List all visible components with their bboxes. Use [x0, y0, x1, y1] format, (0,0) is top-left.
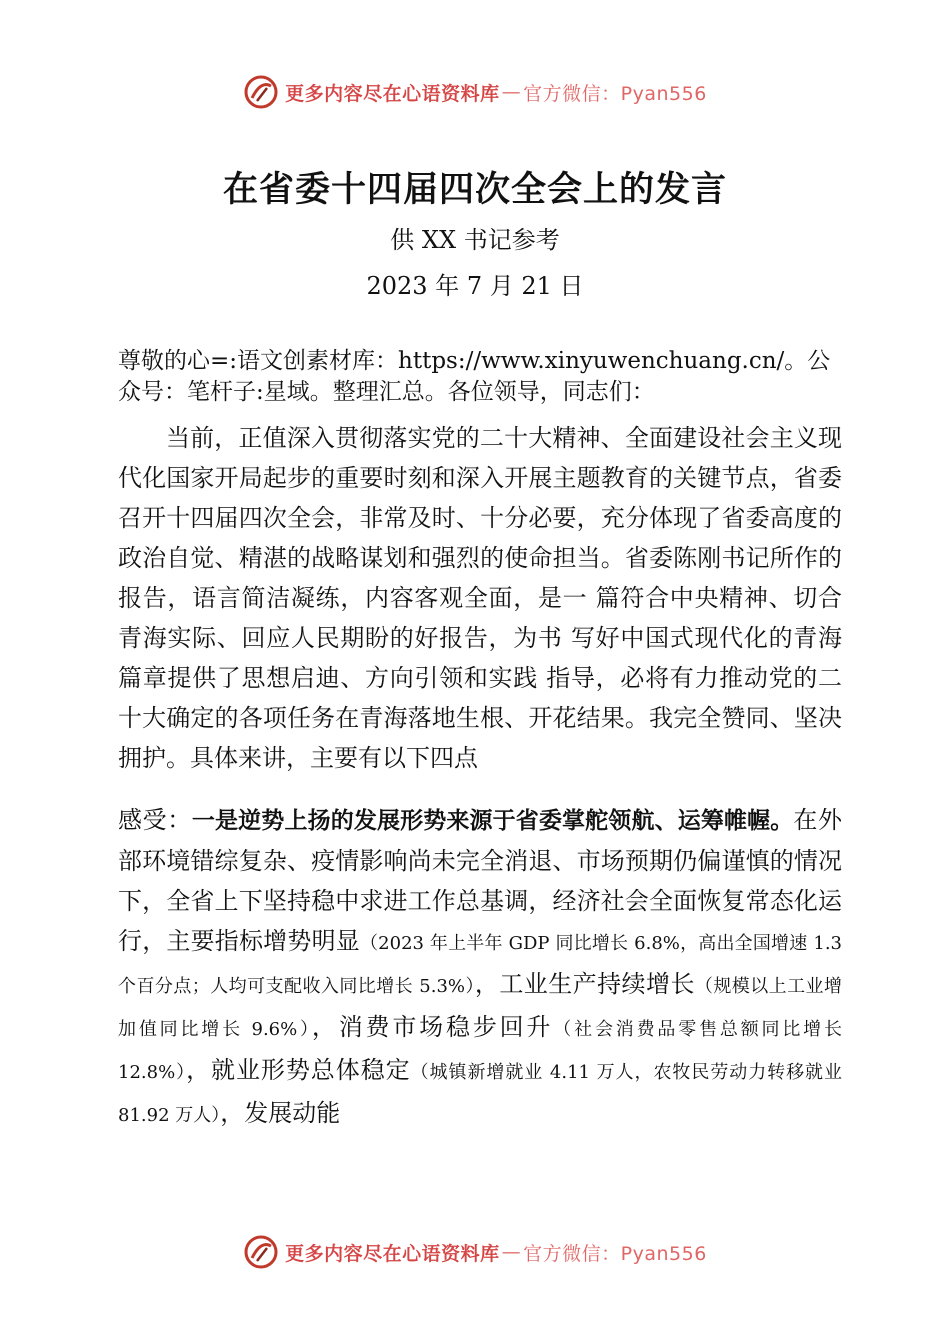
para2-lead: 感受： — [118, 806, 192, 834]
para2-stat-industry: （规模以上工业增加值同比增长 9.6%） — [118, 976, 842, 1040]
banner-wechat-text: 官方微信：Pyan556 — [523, 82, 707, 105]
para2-stat-gdp: （2023 年上半年 GDP 同比增长 6.8%，高出全国增速 1.3 个百分点；人均可支配收入同比增长 5.3%） — [118, 933, 842, 997]
document-date: 2023 年 7 月 21 日 — [366, 272, 584, 300]
para2-text-i: ，发展动能 — [220, 1099, 341, 1127]
para2-text-g: ，就业形势总体稳定 — [186, 1056, 411, 1084]
footer-watermark-banner — [0, 1232, 950, 1272]
brand-logo-icon — [243, 74, 279, 110]
paragraph-intro: 当前，正值深入贯彻落实党的二十大精神、全面建设社会主义现代化国家开局起步的重要时刻和深入开展主题教育的关键节点，省委召开十四届四次全会，非常及时、十分必要，充分体现了省委高度的政治自觉、精湛的战略谋划和强烈的使命担当。省委陈刚书记所作的报告，语言简洁凝练，内容客观全面，是一 篇符合中央精神、切合青海实际、回应人民期盼的好报告，为书 写好中国式现代化的青海篇章提供了思想启迪、方向引领和实践 指导，必将有力推动党的二十大确定的各项任务在青海落地生根、开花结果。我完全赞同、坚决拥护。具体来讲，主要有以下四点 — [118, 424, 842, 772]
banner-main-text: 更多内容尽在心语资料库 — [285, 82, 500, 105]
salutation-paragraph: 尊敬的心=:语文创素材库：https://www.xinyuwenchuang.cn/。公众号：笔杆子:星域。整理汇总。各位领导，同志们： — [118, 348, 831, 405]
para2-text-e: ，消费市场稳步回升 — [311, 1013, 554, 1041]
banner-wechat-text: 官方微信：Pyan556 — [523, 1242, 707, 1265]
para2-bold-heading: 一是逆势上扬的发展形势来源于省委掌舵领航、运筹帷幄。 — [191, 808, 794, 834]
banner-dash: — — [501, 81, 522, 103]
para2-text-a: 在外部环境错综复杂、疫情影响尚未完全消退、市场预期仍偏谨慎的情况下，全省上下坚持稳中求进工作总基调，经济社会全面恢复常态化运行，主要指标增势明显 — [118, 806, 843, 955]
document-title: 在省委十四届四次全会上的发言 — [222, 169, 727, 210]
brand-logo-icon — [243, 1234, 279, 1270]
para2-text-c: ，工业生产持续增长 — [474, 970, 695, 998]
header-watermark-banner — [0, 72, 950, 112]
para2-stat-consumption: （社会消费品零售总额同比增长 12.8%） — [118, 1019, 843, 1083]
para2-stat-employment: （城镇新增就业 4.11 万人，农牧民劳动力转移就业 81.92 万人） — [118, 1062, 843, 1126]
banner-main-text: 更多内容尽在心语资料库 — [285, 1242, 500, 1265]
document-subtitle: 供 XX 书记参考 — [390, 226, 560, 254]
banner-dash: — — [501, 1241, 522, 1263]
paragraph-point-one — [118, 800, 842, 1136]
